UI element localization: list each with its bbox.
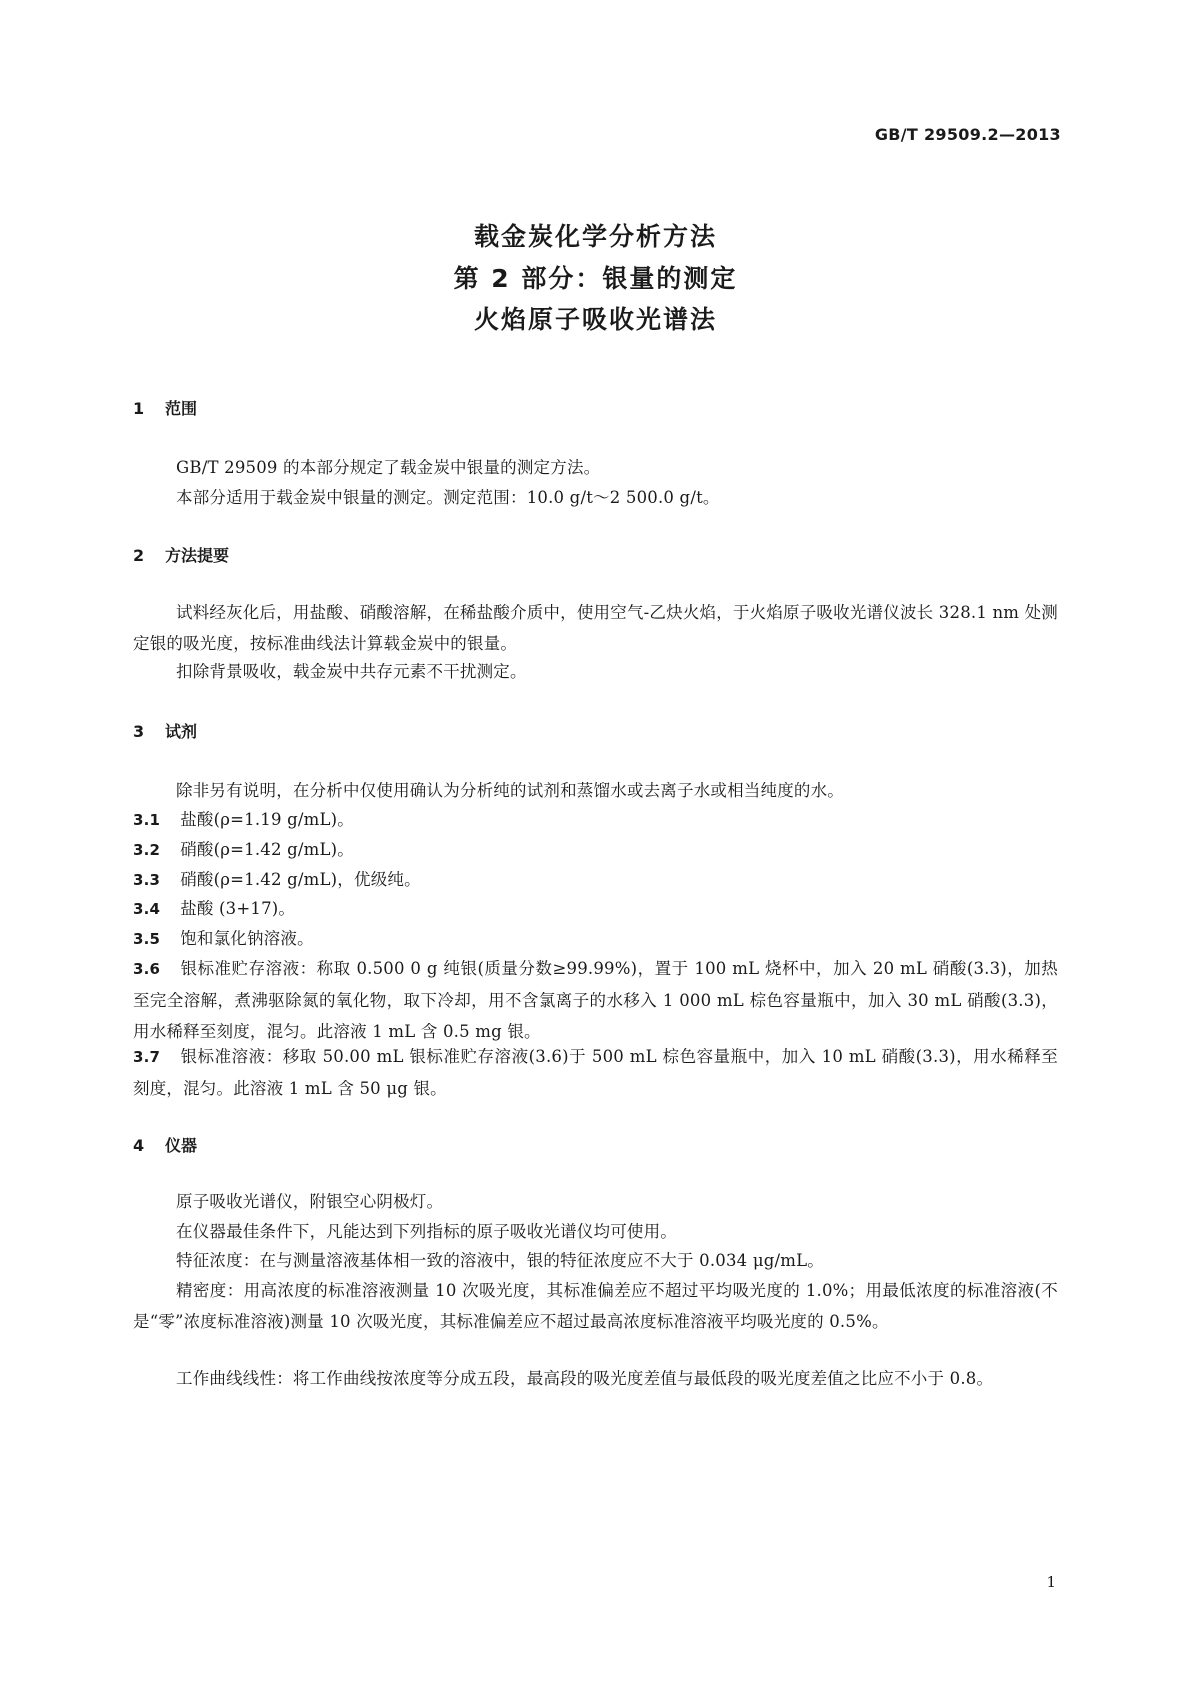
section-4-heading bbox=[133, 1133, 197, 1156]
section-4-paragraph-3: 特征浓度：在与测量溶液基体相一致的溶液中，银的特征浓度应不大于 0.034 μg/mL。 bbox=[176, 1251, 824, 1270]
item-number: 3.1 bbox=[133, 811, 161, 829]
reagent-item bbox=[133, 893, 1058, 925]
item-number: 3.6 bbox=[133, 960, 161, 978]
item-number: 3.7 bbox=[133, 1048, 161, 1066]
title-line-2: 第 2 部分：银量的测定 bbox=[453, 264, 738, 293]
item-text: 饱和氯化钠溶液。 bbox=[180, 929, 314, 948]
section-4-paragraph-5: 工作曲线线性：将工作曲线按浓度等分成五段，最高段的吸光度差值与最低段的吸光度差值之比应不小于 0.8。 bbox=[176, 1369, 994, 1388]
section-title: 仪器 bbox=[165, 1136, 198, 1155]
section-number: 4 bbox=[133, 1136, 145, 1155]
standard-code: GB/T 29509.2—2013 bbox=[874, 125, 1061, 144]
section-4-paragraph-4: 精密度：用高浓度的标准溶液测量 10 次吸光度，其标准偏差应不超过平均吸光度的 1.0%；用最低浓度的标准溶液(不是“零”浓度标准溶液)测量 10 次吸光度，其标准偏差应不超过最高浓度标准溶液平均吸光度的 0.5%。 bbox=[133, 1281, 1058, 1331]
reagent-item bbox=[133, 953, 1058, 1047]
item-number: 3.2 bbox=[133, 841, 161, 859]
section-4-paragraph-1: 原子吸收光谱仪，附银空心阴极灯。 bbox=[176, 1192, 444, 1211]
section-4-paragraph-2: 在仪器最佳条件下，凡能达到下列指标的原子吸收光谱仪均可使用。 bbox=[176, 1222, 677, 1241]
section-2-heading bbox=[133, 543, 229, 566]
section-number: 1 bbox=[133, 399, 145, 418]
section-3-intro: 除非另有说明，在分析中仅使用确认为分析纯的试剂和蒸馏水或去离子水或相当纯度的水。 bbox=[176, 781, 844, 800]
section-2-paragraph-1: 试料经灰化后，用盐酸、硝酸溶解，在稀盐酸介质中，使用空气-乙炔火焰，于火焰原子吸收光谱仪波长 328.1 nm 处测定银的吸光度，按标准曲线法计算载金炭中的银量。 bbox=[133, 603, 1058, 653]
section-number: 2 bbox=[133, 546, 145, 565]
reagent-item bbox=[133, 923, 1058, 955]
item-text: 硝酸(ρ=1.42 g/mL)，优级纯。 bbox=[180, 870, 421, 889]
section-number: 3 bbox=[133, 722, 145, 741]
reagent-item bbox=[133, 864, 1058, 896]
section-1-paragraph-1: GB/T 29509 的本部分规定了载金炭中银量的测定方法。 bbox=[176, 458, 601, 477]
item-text: 银标准溶液：移取 50.00 mL 银标准贮存溶液(3.6)于 500 mL 棕色容量瓶中，加入 10 mL 硝酸(3.3)，用水稀释至刻度，混匀。此溶液 1 mL 含 50 μg 银。 bbox=[133, 1047, 1058, 1098]
title-line-3: 火焰原子吸收光谱法 bbox=[473, 305, 717, 334]
reagent-item bbox=[133, 1041, 1058, 1104]
item-number: 3.4 bbox=[133, 900, 161, 918]
reagent-item bbox=[133, 804, 1058, 836]
section-2-paragraph-2: 扣除背景吸收，载金炭中共存元素不干扰测定。 bbox=[176, 662, 527, 681]
item-number: 3.3 bbox=[133, 871, 161, 889]
title-line-1: 载金炭化学分析方法 bbox=[473, 222, 717, 251]
section-1-heading bbox=[133, 396, 197, 419]
section-title: 方法提要 bbox=[165, 546, 230, 565]
item-text: 盐酸 (3+17)。 bbox=[180, 899, 296, 918]
section-title: 试剂 bbox=[165, 722, 198, 741]
section-3-heading bbox=[133, 719, 197, 742]
section-title: 范围 bbox=[165, 399, 198, 418]
reagent-item bbox=[133, 834, 1058, 866]
section-1-paragraph-2: 本部分适用于载金炭中银量的测定。测定范围：10.0 g/t～2 500.0 g/t。 bbox=[176, 488, 720, 507]
item-number: 3.5 bbox=[133, 930, 161, 948]
item-text: 银标准贮存溶液：称取 0.500 0 g 纯银(质量分数≥99.99%)，置于 100 mL 烧杯中，加入 20 mL 硝酸(3.3)，加热至完全溶解，煮沸驱除氮的氧化物，取下冷却，用不含氯离子的水移入 1 000 mL 棕色容量瓶中，加入 30 mL 硝酸(3.3)，用水稀释至刻度，混匀。此溶液 1 mL 含 0.5 mg 银。 bbox=[133, 959, 1058, 1041]
item-text: 硝酸(ρ=1.42 g/mL)。 bbox=[180, 840, 354, 859]
item-text: 盐酸(ρ=1.19 g/mL)。 bbox=[180, 810, 354, 829]
page-number: 1 bbox=[1046, 1573, 1056, 1591]
